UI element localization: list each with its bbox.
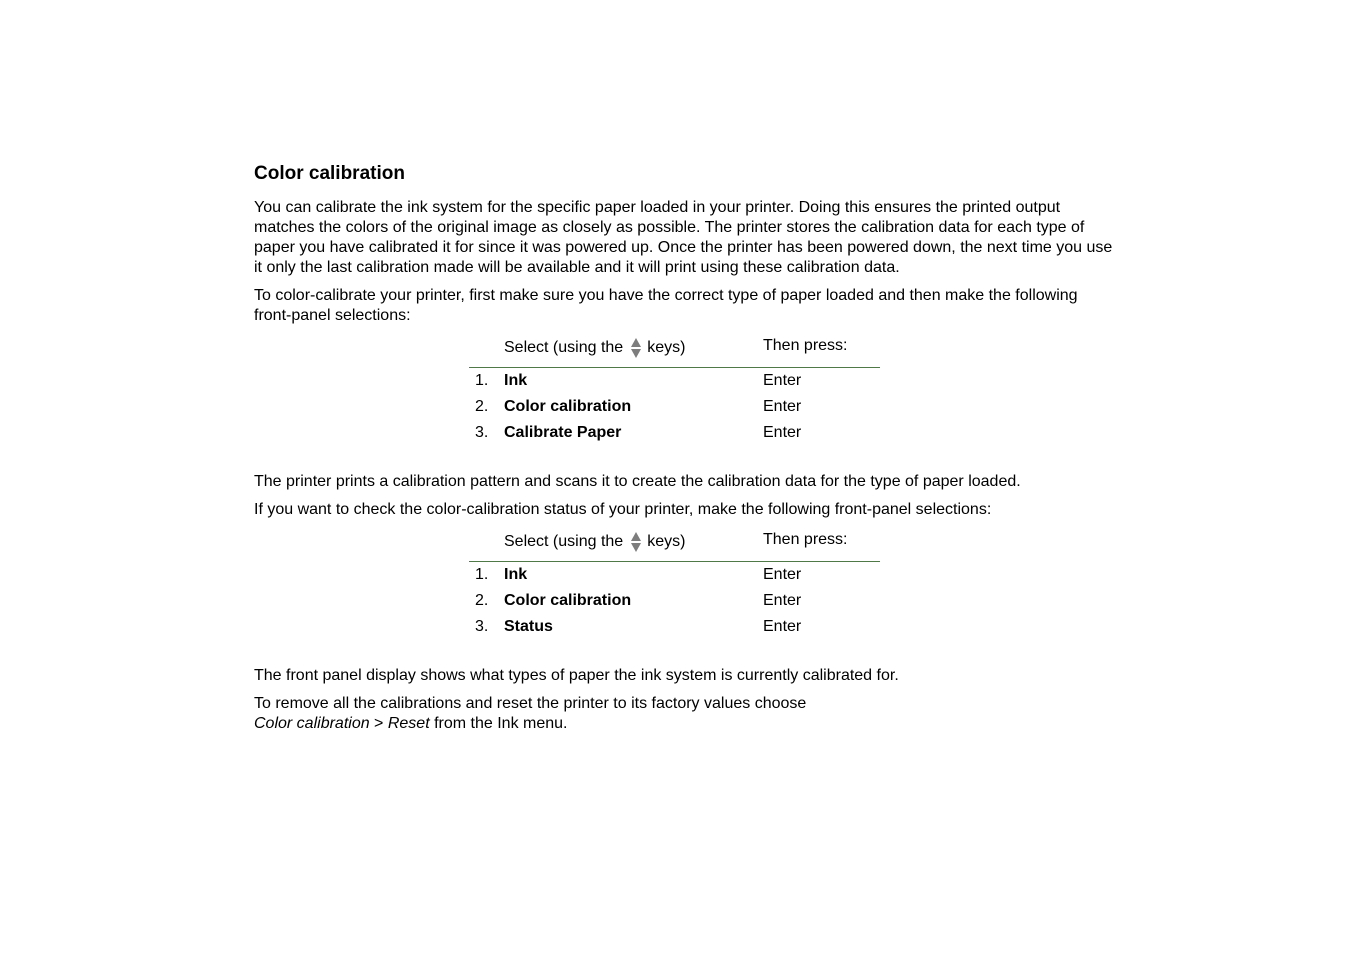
calibrate-steps-table: [469, 336, 880, 448]
steps-table-header: [469, 530, 880, 562]
key-press: Enter: [763, 398, 802, 415]
table-row: [469, 396, 880, 422]
select-header-suffix: keys): [647, 339, 686, 356]
reset-text-end: from the Ink menu.: [429, 715, 568, 732]
arrow-down-icon: [631, 543, 641, 552]
step-number: 1.: [475, 372, 489, 389]
step-number: 1.: [475, 566, 489, 583]
up-down-arrow-keys-icon: [630, 338, 641, 358]
intro-paragraph: You can calibrate the ink system for the specific paper loaded in your printer. Doing this ensures the printed output matches the colors of the original image as closely as possible. The printer stores the calibration data for each type of paper you have calibrated it for since it was powered up. Once the printer has been powered down, the next time you use it only the last calibration made will be available and it will print using these calibration data.: [254, 199, 1113, 276]
menu-selection: Status: [504, 618, 553, 635]
table-row: [469, 370, 880, 396]
reset-text: To remove all the calibrations and reset the printer to its factory values choose: [254, 695, 807, 712]
key-press: Enter: [763, 592, 802, 609]
menu-selection: Ink: [504, 372, 528, 389]
table-row: [469, 564, 880, 590]
key-press: Enter: [763, 566, 802, 583]
select-column-header: [504, 338, 685, 358]
menu-selection: Color calibration: [504, 398, 632, 415]
key-press: Enter: [763, 618, 802, 635]
table-row: [469, 590, 880, 616]
menu-selection: Calibrate Paper: [504, 424, 622, 441]
step-number: 3.: [475, 424, 489, 441]
menu-selection: Ink: [504, 566, 528, 583]
select-header-text: Select (using the: [504, 339, 624, 356]
up-down-arrow-keys-icon: [630, 532, 641, 552]
reset-menu-path-1: Color calibration: [254, 715, 370, 732]
status-instructions-paragraph: If you want to check the color-calibration status of your printer, make the following front-panel selections:: [254, 501, 992, 518]
table-row: [469, 616, 880, 642]
reset-menu-path-2: Reset: [387, 715, 430, 732]
steps-rows: [469, 368, 880, 448]
document-page: [254, 160, 1114, 742]
instructions-paragraph: To color-calibrate your printer, first make sure you have the correct type of paper loaded and then make the following front-panel selections:: [254, 287, 1078, 324]
table-row: [469, 422, 880, 448]
section-title: Color calibration: [254, 163, 405, 184]
arrow-up-icon: [631, 532, 641, 541]
steps-table-header: [469, 336, 880, 368]
select-header-text: Select (using the: [504, 533, 624, 550]
select-header-suffix: keys): [647, 533, 686, 550]
step-number: 2.: [475, 398, 489, 415]
display-paragraph: The front panel display shows what types of paper the ink system is currently calibrated for.: [254, 667, 899, 684]
status-steps-table: [469, 530, 880, 642]
select-column-header: [504, 532, 685, 552]
step-number: 3.: [475, 618, 489, 635]
menu-separator: >: [369, 715, 388, 732]
reset-paragraph: [254, 694, 1114, 734]
arrow-down-icon: [631, 349, 641, 358]
menu-selection: Color calibration: [504, 592, 632, 609]
arrow-up-icon: [631, 338, 641, 347]
key-press: Enter: [763, 372, 802, 389]
press-column-header: Then press:: [763, 531, 848, 548]
step-number: 2.: [475, 592, 489, 609]
steps-rows: [469, 562, 880, 642]
press-column-header: Then press:: [763, 337, 848, 354]
key-press: Enter: [763, 424, 802, 441]
pattern-paragraph: The printer prints a calibration pattern and scans it to create the calibration data for the type of paper loaded.: [254, 473, 1021, 490]
